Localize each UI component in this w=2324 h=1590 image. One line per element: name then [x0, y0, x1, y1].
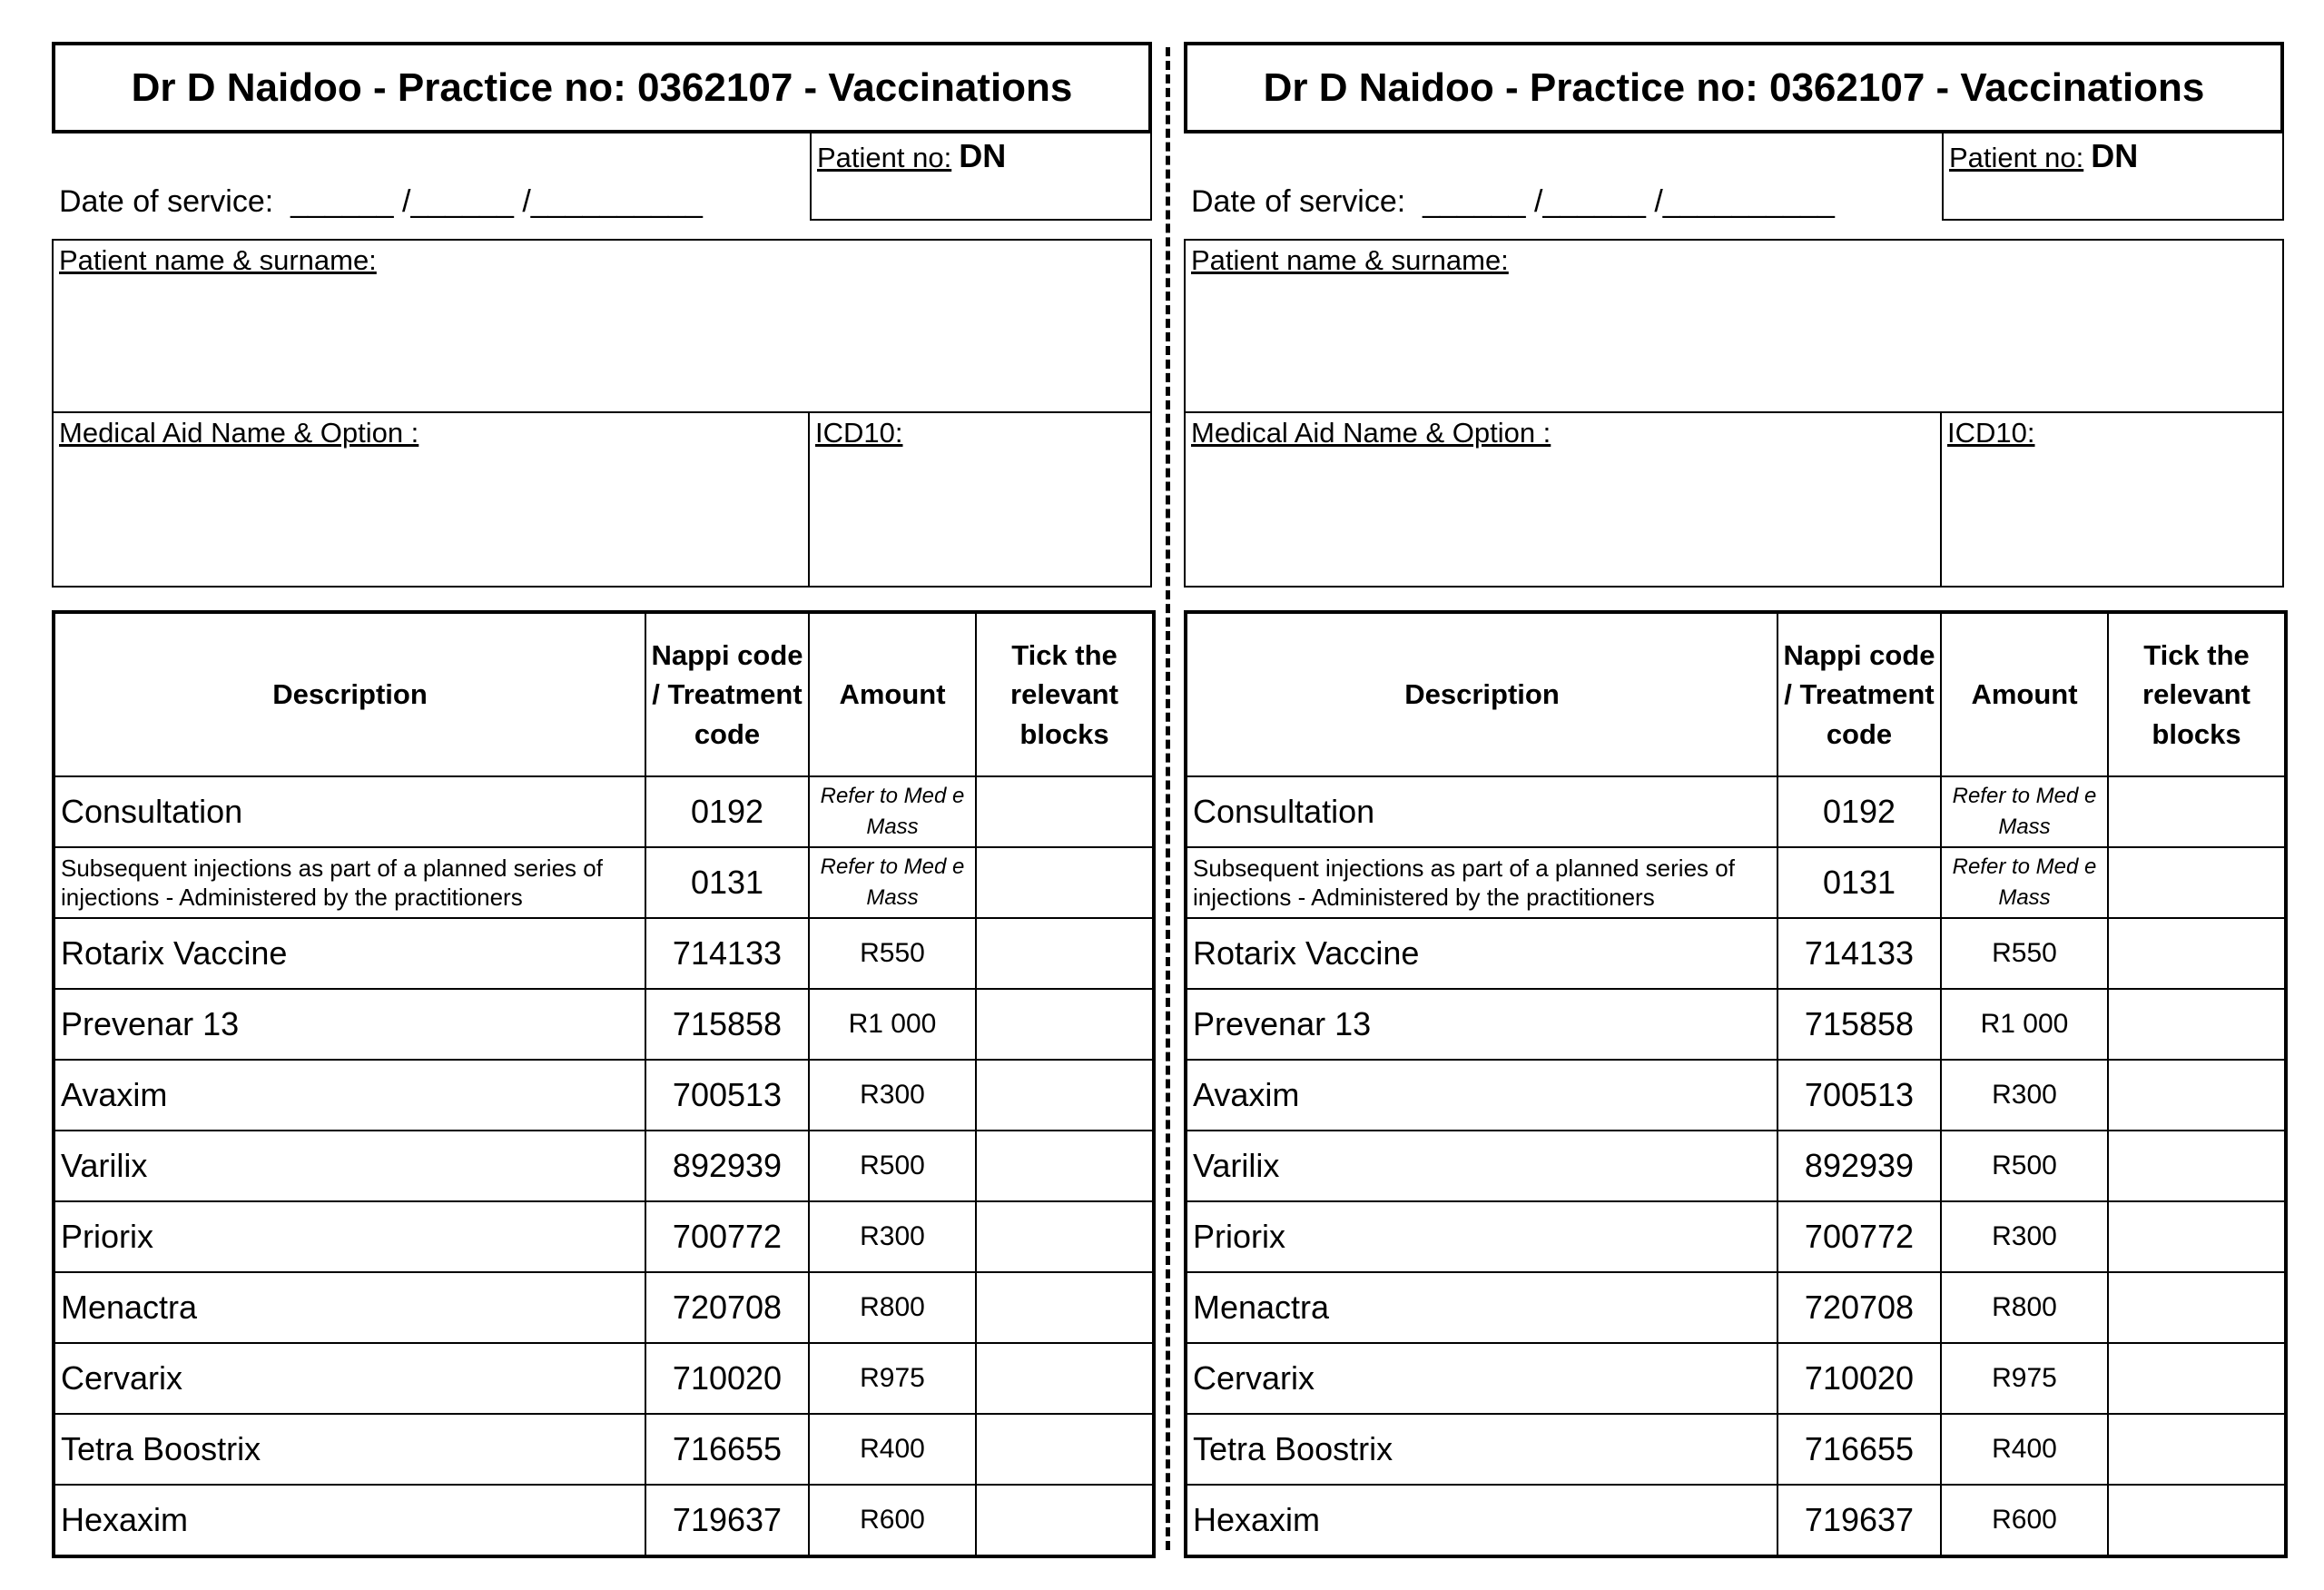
row-description: Menactra	[1186, 1272, 1777, 1343]
row-amount: R550	[1941, 918, 2108, 989]
table-row	[1186, 989, 2286, 1060]
row-code: 719637	[1777, 1485, 1941, 1556]
table-row	[1186, 1131, 2286, 1201]
row-tick-box[interactable]	[2108, 847, 2286, 918]
row-tick-box[interactable]	[2108, 918, 2286, 989]
row-description: Menactra	[54, 1272, 645, 1343]
medical-aid-row	[54, 413, 1150, 586]
row-description: Consultation	[1186, 776, 1777, 847]
header-amount: Amount	[1941, 612, 2108, 776]
icd10-label: ICD10:	[1947, 417, 2035, 449]
row-code: 700513	[1777, 1060, 1941, 1131]
row-amount: R400	[809, 1414, 976, 1485]
row-amount: R300	[809, 1201, 976, 1272]
vaccination-table	[52, 610, 1156, 1558]
patient-no-value: DN	[2091, 137, 2139, 174]
row-amount: R300	[809, 1060, 976, 1131]
row-description: Priorix	[1186, 1201, 1777, 1272]
row-tick-box[interactable]	[976, 1414, 1154, 1485]
row-tick-box[interactable]	[2108, 989, 2286, 1060]
table-row	[54, 1201, 1154, 1272]
form-info-row	[1184, 133, 2284, 221]
table-row	[54, 847, 1154, 918]
medical-aid-field[interactable]	[1186, 413, 1940, 586]
header-tick: Tick the relevant blocks	[2108, 612, 2286, 776]
row-amount: R400	[1941, 1414, 2108, 1485]
patient-no-label: Patient no:	[817, 142, 952, 173]
row-amount: R600	[1941, 1485, 2108, 1556]
row-amount: Refer to Med e Mass	[809, 776, 976, 847]
medical-aid-label: Medical Aid Name & Option :	[59, 417, 419, 449]
row-code: 716655	[645, 1414, 809, 1485]
medical-aid-label: Medical Aid Name & Option :	[1191, 417, 1551, 449]
row-amount: R975	[809, 1343, 976, 1414]
row-description: Subsequent injections as part of a planned series of injections - Administered by the practitioners	[1186, 847, 1777, 918]
row-tick-box[interactable]	[976, 918, 1154, 989]
row-description: Subsequent injections as part of a planned series of injections - Administered by the practitioners	[54, 847, 645, 918]
row-amount: Refer to Med e Mass	[1941, 847, 2108, 918]
row-tick-box[interactable]	[2108, 1485, 2286, 1556]
row-amount: R300	[1941, 1201, 2108, 1272]
patient-name-field[interactable]	[54, 241, 1150, 413]
table-row	[1186, 847, 2286, 918]
vaccination-form-left	[52, 42, 1152, 1558]
row-code: 714133	[1777, 918, 1941, 989]
row-amount: R800	[1941, 1272, 2108, 1343]
row-tick-box[interactable]	[976, 1272, 1154, 1343]
form-title: Dr D Naidoo - Practice no: 0362107 - Vaccinations	[52, 42, 1152, 133]
row-code: 720708	[645, 1272, 809, 1343]
row-tick-box[interactable]	[976, 989, 1154, 1060]
table-row	[54, 1343, 1154, 1414]
table-header-row	[1186, 612, 2286, 776]
vaccination-form-right	[1184, 42, 2284, 1558]
medical-aid-row	[1186, 413, 2282, 586]
table-row	[54, 1485, 1154, 1556]
patient-name-label: Patient name & surname:	[59, 244, 377, 276]
row-tick-box[interactable]	[2108, 1414, 2286, 1485]
header-amount: Amount	[809, 612, 976, 776]
patient-no-value: DN	[959, 137, 1007, 174]
table-row	[1186, 918, 2286, 989]
medical-aid-field[interactable]	[54, 413, 808, 586]
row-code: 710020	[645, 1343, 809, 1414]
row-code: 0192	[1777, 776, 1941, 847]
table-row	[54, 776, 1154, 847]
row-amount: R300	[1941, 1060, 2108, 1131]
row-tick-box[interactable]	[976, 776, 1154, 847]
table-row	[1186, 1485, 2286, 1556]
table-row	[54, 989, 1154, 1060]
header-code: Nappi code / Treatment code	[1777, 612, 1941, 776]
row-description: Cervarix	[1186, 1343, 1777, 1414]
row-code: 716655	[1777, 1414, 1941, 1485]
row-description: Consultation	[54, 776, 645, 847]
icd10-label: ICD10:	[815, 417, 903, 449]
row-amount: R800	[809, 1272, 976, 1343]
header-description: Description	[54, 612, 645, 776]
row-tick-box[interactable]	[2108, 1201, 2286, 1272]
row-description: Tetra Boostrix	[1186, 1414, 1777, 1485]
table-row	[54, 1060, 1154, 1131]
table-row	[54, 1131, 1154, 1201]
row-code: 719637	[645, 1485, 809, 1556]
row-description: Rotarix Vaccine	[1186, 918, 1777, 989]
row-code: 700772	[1777, 1201, 1941, 1272]
row-description: Prevenar 13	[1186, 989, 1777, 1060]
row-description: Hexaxim	[54, 1485, 645, 1556]
header-description: Description	[1186, 612, 1777, 776]
row-amount: R975	[1941, 1343, 2108, 1414]
row-code: 0131	[1777, 847, 1941, 918]
table-row	[54, 1414, 1154, 1485]
table-row	[1186, 776, 2286, 847]
row-amount: R500	[1941, 1131, 2108, 1201]
row-code: 710020	[1777, 1343, 1941, 1414]
patient-details-box	[52, 239, 1152, 588]
row-code: 0131	[645, 847, 809, 918]
row-description: Priorix	[54, 1201, 645, 1272]
table-header-row	[54, 612, 1154, 776]
row-amount: R1 000	[1941, 989, 2108, 1060]
row-amount: R1 000	[809, 989, 976, 1060]
cut-line-divider	[1166, 47, 1170, 1550]
row-description: Varilix	[54, 1131, 645, 1201]
row-tick-box[interactable]	[2108, 1131, 2286, 1201]
row-code: 700772	[645, 1201, 809, 1272]
header-tick: Tick the relevant blocks	[976, 612, 1154, 776]
icd10-field[interactable]	[808, 413, 1150, 586]
form-title: Dr D Naidoo - Practice no: 0362107 - Vaccinations	[1184, 42, 2284, 133]
patient-name-field[interactable]	[1186, 241, 2282, 413]
row-code: 0192	[645, 776, 809, 847]
row-description: Prevenar 13	[54, 989, 645, 1060]
row-tick-box[interactable]	[976, 1343, 1154, 1414]
patient-no-field[interactable]	[1942, 133, 2284, 221]
row-description: Avaxim	[54, 1060, 645, 1131]
row-tick-box[interactable]	[976, 1060, 1154, 1131]
patient-no-field[interactable]	[810, 133, 1152, 221]
row-code: 715858	[645, 989, 809, 1060]
row-tick-box[interactable]	[2108, 1060, 2286, 1131]
row-description: Avaxim	[1186, 1060, 1777, 1131]
row-description: Tetra Boostrix	[54, 1414, 645, 1485]
table-row	[1186, 1272, 2286, 1343]
row-tick-box[interactable]	[2108, 1272, 2286, 1343]
table-row	[1186, 1201, 2286, 1272]
row-code: 714133	[645, 918, 809, 989]
form-info-row	[52, 133, 1152, 221]
header-code: Nappi code / Treatment code	[645, 612, 809, 776]
row-amount: R550	[809, 918, 976, 989]
row-amount: Refer to Med e Mass	[809, 847, 976, 918]
row-code: 700513	[645, 1060, 809, 1131]
row-amount: R500	[809, 1131, 976, 1201]
row-tick-box[interactable]	[976, 1131, 1154, 1201]
icd10-field[interactable]	[1940, 413, 2282, 586]
row-code: 892939	[645, 1131, 809, 1201]
table-row	[54, 918, 1154, 989]
row-code: 715858	[1777, 989, 1941, 1060]
patient-details-box	[1184, 239, 2284, 588]
table-row	[1186, 1414, 2286, 1485]
row-tick-box[interactable]	[2108, 1343, 2286, 1414]
row-code: 720708	[1777, 1272, 1941, 1343]
date-of-service-field[interactable]: Date of service: ______ /______ /__________	[1191, 184, 1835, 219]
row-tick-box[interactable]	[976, 1201, 1154, 1272]
row-tick-box[interactable]	[976, 847, 1154, 918]
row-tick-box[interactable]	[976, 1485, 1154, 1556]
table-row	[1186, 1343, 2286, 1414]
row-description: Cervarix	[54, 1343, 645, 1414]
row-description: Hexaxim	[1186, 1485, 1777, 1556]
vaccination-table	[1184, 610, 2288, 1558]
patient-name-label: Patient name & surname:	[1191, 244, 1509, 276]
row-amount: Refer to Med e Mass	[1941, 776, 2108, 847]
row-amount: R600	[809, 1485, 976, 1556]
row-code: 892939	[1777, 1131, 1941, 1201]
table-row	[54, 1272, 1154, 1343]
patient-no-label: Patient no:	[1949, 142, 2084, 173]
table-row	[1186, 1060, 2286, 1131]
row-tick-box[interactable]	[2108, 776, 2286, 847]
date-of-service-field[interactable]: Date of service: ______ /______ /__________	[59, 184, 703, 219]
row-description: Varilix	[1186, 1131, 1777, 1201]
row-description: Rotarix Vaccine	[54, 918, 645, 989]
